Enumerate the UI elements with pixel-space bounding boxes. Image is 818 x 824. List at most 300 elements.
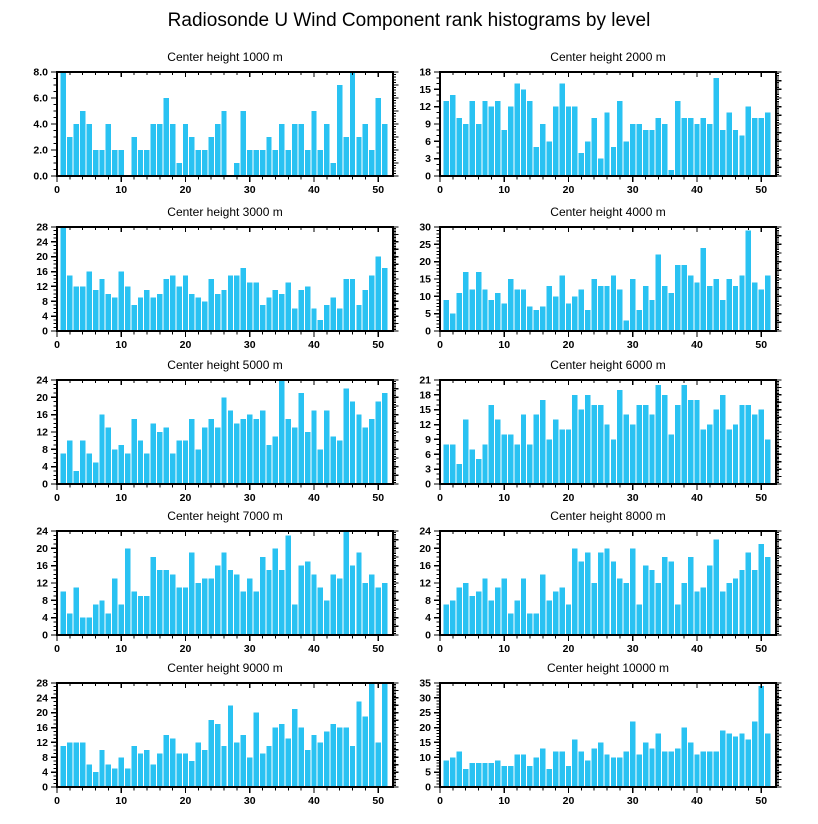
histogram-bar bbox=[553, 107, 558, 176]
histogram-bar bbox=[93, 462, 98, 484]
histogram-bar bbox=[74, 587, 79, 635]
histogram-bar bbox=[99, 415, 104, 484]
histogram-bar bbox=[514, 84, 519, 176]
histogram-bar bbox=[553, 751, 558, 787]
histogram-bar bbox=[292, 605, 297, 635]
histogram-bar bbox=[106, 765, 111, 787]
svg-text:40: 40 bbox=[308, 492, 320, 504]
subplot-title: Center height 9000 m bbox=[167, 661, 283, 675]
histogram-bar bbox=[138, 754, 143, 787]
histogram-bar bbox=[707, 286, 712, 331]
histogram-bar bbox=[765, 734, 770, 787]
chart-canvas bbox=[409, 503, 818, 655]
histogram-bar bbox=[489, 763, 494, 787]
histogram-bar bbox=[701, 248, 706, 331]
histogram-bar bbox=[208, 579, 213, 635]
histogram-bar bbox=[234, 163, 239, 176]
svg-text:20: 20 bbox=[179, 643, 192, 655]
svg-text:10: 10 bbox=[498, 795, 511, 807]
histogram-bar bbox=[253, 713, 258, 787]
svg-text:12: 12 bbox=[36, 736, 48, 749]
histogram-bar bbox=[279, 124, 284, 176]
svg-text:30: 30 bbox=[243, 184, 256, 196]
histogram-bar bbox=[343, 531, 348, 635]
svg-text:28: 28 bbox=[36, 221, 48, 234]
histogram-bar bbox=[591, 405, 596, 484]
histogram-bar bbox=[444, 605, 449, 635]
histogram-bar bbox=[369, 275, 374, 331]
histogram-bar bbox=[131, 746, 136, 787]
svg-text:30: 30 bbox=[626, 339, 639, 351]
histogram-bar bbox=[759, 410, 764, 484]
histogram-bar bbox=[151, 557, 156, 635]
histogram-bar bbox=[688, 400, 693, 484]
histogram-bar bbox=[521, 579, 526, 635]
histogram-bar bbox=[196, 583, 201, 635]
svg-text:8: 8 bbox=[42, 594, 48, 607]
subplot-2000m bbox=[409, 44, 818, 196]
svg-text:0: 0 bbox=[425, 629, 431, 642]
histogram-bar bbox=[356, 553, 361, 635]
histogram-bar bbox=[331, 724, 336, 787]
histogram-bar bbox=[266, 137, 271, 176]
histogram-bar bbox=[144, 454, 149, 484]
histogram-bar bbox=[521, 289, 526, 331]
histogram-bar bbox=[656, 734, 661, 787]
histogram-bar bbox=[196, 150, 201, 176]
histogram-bar bbox=[547, 286, 552, 331]
histogram-bar bbox=[234, 275, 239, 331]
histogram-bar bbox=[636, 310, 641, 331]
histogram-bar bbox=[196, 742, 201, 787]
histogram-bar bbox=[253, 592, 258, 635]
histogram-bar bbox=[382, 393, 387, 484]
histogram-bar bbox=[566, 303, 571, 331]
histogram-bar bbox=[183, 587, 188, 635]
subplot-title: Center height 5000 m bbox=[167, 358, 283, 372]
svg-text:20: 20 bbox=[36, 707, 48, 720]
subplot-title: Center height 1000 m bbox=[167, 50, 283, 64]
histogram-bar bbox=[450, 600, 455, 635]
histogram-bar bbox=[241, 111, 246, 176]
svg-text:10: 10 bbox=[419, 290, 431, 303]
histogram-bar bbox=[527, 101, 532, 176]
histogram-bar bbox=[585, 395, 590, 484]
histogram-bar bbox=[617, 390, 622, 484]
histogram-bar bbox=[759, 544, 764, 635]
histogram-bar bbox=[215, 124, 220, 176]
histogram-bar bbox=[502, 303, 507, 331]
histogram-bar bbox=[611, 276, 616, 331]
histogram-bar bbox=[369, 683, 374, 787]
histogram-bar bbox=[106, 294, 111, 331]
histogram-bar bbox=[739, 276, 744, 331]
histogram-bar bbox=[138, 298, 143, 331]
svg-text:18: 18 bbox=[419, 66, 431, 79]
svg-text:9: 9 bbox=[425, 118, 431, 131]
histogram-bar bbox=[444, 300, 449, 331]
svg-text:0: 0 bbox=[54, 184, 60, 196]
histogram-bar bbox=[157, 294, 162, 331]
histogram-bar bbox=[93, 150, 98, 176]
histogram-bar bbox=[566, 766, 571, 787]
histogram-bar bbox=[534, 757, 539, 787]
histogram-bar bbox=[292, 709, 297, 787]
histogram-bar bbox=[457, 464, 462, 484]
histogram-bar bbox=[144, 596, 149, 635]
histogram-bar bbox=[759, 289, 764, 331]
svg-text:50: 50 bbox=[755, 492, 768, 504]
svg-text:15: 15 bbox=[419, 404, 431, 417]
svg-text:30: 30 bbox=[626, 492, 639, 504]
histogram-bar bbox=[457, 293, 462, 331]
histogram-bar bbox=[376, 98, 381, 176]
histogram-bar bbox=[579, 751, 584, 787]
histogram-bar bbox=[681, 728, 686, 787]
svg-text:30: 30 bbox=[626, 643, 639, 655]
histogram-bar bbox=[151, 124, 156, 176]
svg-text:35: 35 bbox=[419, 677, 431, 690]
histogram-bar bbox=[572, 739, 577, 787]
svg-text:12: 12 bbox=[36, 426, 48, 439]
histogram-bar bbox=[746, 107, 751, 176]
histogram-bar bbox=[669, 561, 674, 635]
svg-text:10: 10 bbox=[115, 795, 128, 807]
histogram-bar bbox=[292, 428, 297, 484]
histogram-bar bbox=[495, 101, 500, 176]
histogram-bar bbox=[482, 763, 487, 787]
histogram-bar bbox=[669, 293, 674, 331]
histogram-bar bbox=[656, 118, 661, 176]
histogram-bar bbox=[630, 279, 635, 331]
histogram-bar bbox=[675, 101, 680, 176]
histogram-bar bbox=[643, 130, 648, 176]
chart-canvas bbox=[409, 655, 818, 807]
histogram-bar bbox=[350, 566, 355, 635]
svg-text:40: 40 bbox=[308, 184, 320, 196]
histogram-bar bbox=[681, 265, 686, 331]
histogram-bar bbox=[260, 150, 265, 176]
histogram-bar bbox=[457, 118, 462, 176]
svg-text:0: 0 bbox=[54, 643, 60, 655]
histogram-bar bbox=[324, 731, 329, 787]
histogram-bar bbox=[86, 454, 91, 484]
histogram-bar bbox=[694, 124, 699, 176]
histogram-bar bbox=[196, 298, 201, 331]
histogram-bar bbox=[726, 583, 731, 635]
subplot-title: Center height 2000 m bbox=[550, 50, 666, 64]
svg-text:20: 20 bbox=[179, 339, 192, 351]
histogram-bar bbox=[189, 137, 194, 176]
histogram-bar bbox=[61, 227, 66, 331]
histogram-bar bbox=[508, 766, 513, 787]
histogram-bar bbox=[74, 124, 79, 176]
histogram-bar bbox=[521, 415, 526, 484]
svg-text:50: 50 bbox=[755, 339, 768, 351]
histogram-bar bbox=[591, 748, 596, 787]
svg-text:20: 20 bbox=[36, 391, 48, 404]
svg-text:50: 50 bbox=[372, 795, 385, 807]
histogram-bar bbox=[591, 583, 596, 635]
histogram-bar bbox=[131, 592, 136, 635]
histogram-bar bbox=[527, 307, 532, 331]
svg-text:0: 0 bbox=[437, 795, 443, 807]
histogram-bar bbox=[80, 742, 85, 787]
histogram-bar bbox=[324, 410, 329, 484]
histogram-bar bbox=[119, 757, 124, 787]
histogram-bar bbox=[131, 137, 136, 176]
histogram-bar bbox=[450, 95, 455, 176]
histogram-bar bbox=[681, 118, 686, 176]
histogram-bar bbox=[502, 434, 507, 484]
histogram-bar bbox=[286, 150, 291, 176]
svg-text:40: 40 bbox=[691, 492, 703, 504]
subplot-title: Center height 8000 m bbox=[550, 509, 666, 523]
histogram-bar bbox=[119, 445, 124, 484]
histogram-bar bbox=[636, 754, 641, 787]
histogram-bar bbox=[311, 574, 316, 635]
histogram-bar bbox=[559, 84, 564, 176]
histogram-bar bbox=[681, 583, 686, 635]
histogram-bar bbox=[253, 419, 258, 484]
chart-canvas bbox=[409, 199, 818, 351]
histogram-bar bbox=[463, 769, 468, 787]
histogram-bar bbox=[553, 296, 558, 331]
histogram-bar bbox=[482, 444, 487, 484]
histogram-bar bbox=[221, 553, 226, 635]
histogram-bar bbox=[694, 400, 699, 484]
histogram-bar bbox=[534, 613, 539, 635]
histogram-bar bbox=[604, 425, 609, 484]
histogram-bar bbox=[202, 301, 207, 331]
histogram-bar bbox=[514, 754, 519, 787]
histogram-bar bbox=[495, 420, 500, 484]
histogram-bar bbox=[476, 592, 481, 635]
histogram-bar bbox=[534, 415, 539, 484]
histogram-bar bbox=[707, 425, 712, 484]
svg-text:10: 10 bbox=[498, 184, 511, 196]
chart-canvas bbox=[0, 352, 409, 504]
histogram-bar bbox=[746, 230, 751, 331]
histogram-bar bbox=[752, 118, 757, 176]
svg-text:16: 16 bbox=[36, 266, 48, 279]
histogram-bar bbox=[202, 579, 207, 635]
svg-text:0: 0 bbox=[425, 781, 431, 794]
histogram-bar bbox=[681, 385, 686, 484]
svg-text:24: 24 bbox=[36, 525, 48, 538]
histogram-bar bbox=[489, 107, 494, 176]
subplot-title: Center height 7000 m bbox=[167, 509, 283, 523]
svg-text:0: 0 bbox=[54, 795, 60, 807]
histogram-bar bbox=[234, 574, 239, 635]
histogram-bar bbox=[585, 553, 590, 635]
histogram-bar bbox=[450, 444, 455, 484]
histogram-bar bbox=[482, 579, 487, 635]
svg-text:20: 20 bbox=[179, 184, 192, 196]
histogram-bar bbox=[298, 290, 303, 331]
histogram-bar bbox=[363, 428, 368, 484]
histogram-bar bbox=[547, 439, 552, 484]
svg-text:40: 40 bbox=[308, 795, 320, 807]
histogram-bar bbox=[228, 570, 233, 635]
histogram-bar bbox=[508, 613, 513, 635]
histogram-bar bbox=[119, 150, 124, 176]
histogram-bar bbox=[208, 279, 213, 331]
histogram-bar bbox=[356, 702, 361, 787]
histogram-bar bbox=[324, 124, 329, 176]
histogram-bar bbox=[643, 405, 648, 484]
histogram-bar bbox=[247, 757, 252, 787]
histogram-bar bbox=[463, 272, 468, 331]
histogram-bar bbox=[292, 124, 297, 176]
histogram-bar bbox=[350, 72, 355, 176]
chart-canvas bbox=[0, 655, 409, 807]
histogram-bar bbox=[234, 423, 239, 484]
histogram-bar bbox=[508, 279, 513, 331]
histogram-bar bbox=[598, 742, 603, 787]
subplot-7000m bbox=[0, 503, 409, 655]
histogram-bar bbox=[144, 290, 149, 331]
histogram-bar bbox=[566, 430, 571, 484]
svg-text:24: 24 bbox=[36, 692, 48, 705]
svg-text:0: 0 bbox=[425, 325, 431, 338]
svg-text:25: 25 bbox=[419, 707, 431, 720]
histogram-bar bbox=[591, 279, 596, 331]
histogram-bar bbox=[611, 439, 616, 484]
histogram-bar bbox=[343, 279, 348, 331]
svg-text:20: 20 bbox=[179, 492, 192, 504]
svg-text:20: 20 bbox=[419, 542, 431, 555]
histogram-bar bbox=[266, 298, 271, 331]
svg-text:15: 15 bbox=[419, 83, 431, 96]
histogram-bar bbox=[273, 436, 278, 484]
histogram-bar bbox=[170, 124, 175, 176]
chart-canvas bbox=[0, 199, 409, 351]
histogram-bar bbox=[202, 428, 207, 484]
histogram-bar bbox=[585, 760, 590, 787]
svg-text:5: 5 bbox=[425, 308, 431, 321]
histogram-bar bbox=[649, 300, 654, 331]
histogram-bar bbox=[157, 754, 162, 787]
svg-text:12: 12 bbox=[419, 101, 431, 114]
histogram-bar bbox=[617, 757, 622, 787]
svg-text:16: 16 bbox=[36, 409, 48, 422]
histogram-bar bbox=[369, 574, 374, 635]
histogram-bar bbox=[318, 449, 323, 484]
histogram-bar bbox=[382, 683, 387, 787]
svg-text:0: 0 bbox=[437, 339, 443, 351]
histogram-bar bbox=[759, 686, 764, 787]
histogram-bar bbox=[228, 705, 233, 787]
histogram-bar bbox=[540, 748, 545, 787]
svg-text:4: 4 bbox=[42, 461, 48, 474]
histogram-bar bbox=[260, 754, 265, 787]
histogram-bar bbox=[298, 393, 303, 484]
histogram-bar bbox=[547, 769, 552, 787]
histogram-bar bbox=[318, 587, 323, 635]
histogram-bar bbox=[67, 613, 72, 635]
svg-text:20: 20 bbox=[419, 256, 431, 269]
histogram-bar bbox=[221, 746, 226, 787]
histogram-bar bbox=[106, 124, 111, 176]
histogram-bar bbox=[720, 731, 725, 787]
histogram-bar bbox=[733, 286, 738, 331]
subplot-title: Center height 3000 m bbox=[167, 205, 283, 219]
chart-canvas bbox=[0, 44, 409, 196]
subplot-3000m bbox=[0, 199, 409, 351]
histogram-bar bbox=[514, 600, 519, 635]
histogram-bar bbox=[649, 748, 654, 787]
histogram-bar bbox=[527, 613, 532, 635]
histogram-bar bbox=[311, 410, 316, 484]
histogram-bar bbox=[643, 566, 648, 635]
histogram-bar bbox=[572, 107, 577, 176]
histogram-bar bbox=[675, 405, 680, 484]
histogram-bar bbox=[112, 768, 117, 787]
svg-text:4: 4 bbox=[42, 766, 48, 779]
svg-text:50: 50 bbox=[372, 492, 385, 504]
histogram-bar bbox=[752, 282, 757, 331]
histogram-bar bbox=[720, 592, 725, 635]
histogram-bar bbox=[376, 742, 381, 787]
histogram-bar bbox=[189, 761, 194, 787]
svg-text:30: 30 bbox=[243, 643, 256, 655]
svg-text:40: 40 bbox=[691, 339, 703, 351]
histogram-bar bbox=[61, 72, 66, 176]
histogram-bar bbox=[208, 720, 213, 787]
histogram-bar bbox=[337, 441, 342, 484]
histogram-bar bbox=[714, 279, 719, 331]
histogram-bar bbox=[579, 153, 584, 176]
svg-text:6: 6 bbox=[425, 135, 431, 148]
histogram-bar bbox=[241, 592, 246, 635]
histogram-bar bbox=[482, 289, 487, 331]
histogram-bar bbox=[266, 746, 271, 787]
histogram-bar bbox=[157, 124, 162, 176]
histogram-bar bbox=[495, 293, 500, 331]
chart-canvas bbox=[0, 503, 409, 655]
histogram-bar bbox=[382, 583, 387, 635]
svg-text:0: 0 bbox=[437, 184, 443, 196]
histogram-bar bbox=[759, 118, 764, 176]
histogram-bar bbox=[196, 449, 201, 484]
histogram-bar bbox=[450, 757, 455, 787]
histogram-bar bbox=[356, 137, 361, 176]
histogram-bar bbox=[585, 141, 590, 176]
svg-text:10: 10 bbox=[115, 184, 128, 196]
subplot-9000m bbox=[0, 655, 409, 807]
svg-text:10: 10 bbox=[115, 492, 128, 504]
histogram-bar bbox=[99, 750, 104, 787]
histogram-bar bbox=[559, 276, 564, 331]
histogram-bar bbox=[151, 298, 156, 331]
svg-text:10: 10 bbox=[498, 492, 511, 504]
histogram-bar bbox=[502, 130, 507, 176]
histogram-bar bbox=[86, 124, 91, 176]
svg-text:25: 25 bbox=[419, 238, 431, 251]
histogram-bar bbox=[572, 296, 577, 331]
svg-text:10: 10 bbox=[498, 643, 511, 655]
histogram-bar bbox=[701, 751, 706, 787]
histogram-bar bbox=[164, 428, 169, 484]
histogram-bar bbox=[701, 118, 706, 176]
histogram-bar bbox=[80, 111, 85, 176]
histogram-bar bbox=[298, 124, 303, 176]
histogram-bar bbox=[752, 570, 757, 635]
svg-text:24: 24 bbox=[36, 236, 48, 249]
histogram-bar bbox=[662, 124, 667, 176]
histogram-bar bbox=[579, 289, 584, 331]
